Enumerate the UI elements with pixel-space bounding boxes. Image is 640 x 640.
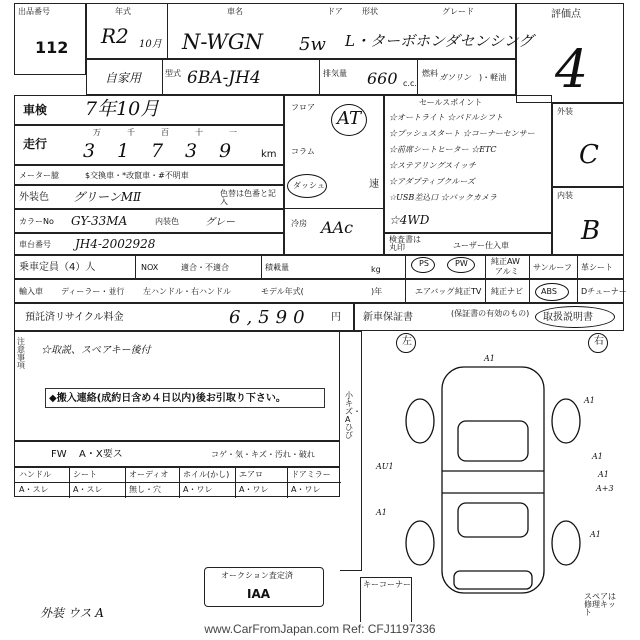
airbag-label: エアバッグ xyxy=(415,287,455,296)
col-aero: エアロ xyxy=(239,470,263,479)
meter-label: メーター臆 xyxy=(19,171,59,180)
doors-label: ドア xyxy=(327,7,343,16)
inspect-row1 xyxy=(14,441,340,467)
speed-label: 速 xyxy=(369,179,379,190)
aw-label: 純正AW xyxy=(491,257,520,266)
mark-5: A+3 xyxy=(596,484,614,493)
recycle-amount: 6,590 xyxy=(229,307,311,328)
mileage-digit-1: 3 xyxy=(83,140,96,162)
chassis-row xyxy=(14,233,284,255)
notes-label: 注意事項 xyxy=(17,337,25,370)
mark-3: A1 xyxy=(592,452,603,461)
mileage-label: 走行 xyxy=(23,137,48,151)
sales-line-3: ☆前席シートヒーター ☆ETC xyxy=(389,145,497,154)
kei-label: )・軽油 xyxy=(479,73,507,82)
year-label: 年式 xyxy=(115,7,131,16)
doors-shape-value: 5w xyxy=(299,34,326,55)
warranty-small: (保証書の有効のもの) xyxy=(451,309,530,318)
mark-7: A1 xyxy=(376,508,387,517)
sub-notes xyxy=(340,331,362,571)
shape-label: 形状 xyxy=(362,7,378,16)
lot-box xyxy=(14,3,86,75)
fw-opts: A・X要ス xyxy=(79,449,123,460)
grade-label: グレード xyxy=(442,7,474,16)
color-no-row xyxy=(14,209,284,233)
auction-sheet xyxy=(14,3,627,623)
shaken-value: 7年10月 xyxy=(85,98,160,120)
abs-circle xyxy=(535,283,569,301)
mark-2: A1 xyxy=(584,396,595,405)
type-label: 型式 xyxy=(165,69,181,78)
capacity: 乗車定員（4）人 xyxy=(19,262,96,273)
trans-box xyxy=(284,95,384,255)
sales-title: セールスポイント xyxy=(419,98,483,107)
val-wheel: A・ワレ xyxy=(183,485,213,494)
unit-sen: 千 xyxy=(127,128,135,137)
sales-box xyxy=(384,95,552,233)
kg-label: kg xyxy=(371,265,381,274)
sales-line-2: ☆プッシュスタート ☆コーナーセンサー xyxy=(389,129,535,138)
col-wheel: ホイル(かし) xyxy=(183,470,230,479)
mark-8: A1 xyxy=(590,530,601,539)
import-year-suffix: )年 xyxy=(371,287,383,296)
import-dealer: ディーラー・並行 xyxy=(61,287,125,296)
score-box xyxy=(516,3,624,103)
shaken-label: 車検 xyxy=(23,103,48,117)
unit-juu: 十 xyxy=(195,128,203,137)
mileage-digit-2: 1 xyxy=(117,140,130,162)
col-audio: オーディオ xyxy=(129,470,169,479)
inspection-label: 検査書は丸印 xyxy=(389,235,421,252)
color-label: 外装色 xyxy=(19,192,49,203)
meter-row xyxy=(14,165,284,185)
sales-line-5: ☆アダプティブクルーズ xyxy=(389,177,475,186)
dash-label: ダッシュ xyxy=(293,181,325,190)
unit-hyaku: 百 xyxy=(161,128,169,137)
mileage-unit: km xyxy=(261,149,277,160)
spare-label: スペアは修理キット xyxy=(584,592,616,617)
warranty-label: 新車保証書 xyxy=(363,312,413,323)
notes-box xyxy=(14,331,340,441)
recycle-label: 預託済リサイクル料金 xyxy=(25,312,124,323)
unit-ichi: 一 xyxy=(229,128,237,137)
lot-number: 112 xyxy=(35,38,69,57)
tv-label: 純正TV xyxy=(455,287,482,296)
chassis-label: 車台番号 xyxy=(19,240,51,249)
mileage-row xyxy=(14,125,284,165)
load-label: 積載量 xyxy=(265,263,289,272)
disp-value: 660 xyxy=(367,69,398,88)
import-label: 輸入車 xyxy=(19,287,43,296)
lot-label: 出品番号 xyxy=(18,7,50,16)
grade-value: L・ターボホンダセンシング xyxy=(345,32,534,50)
outer-label: 外装 xyxy=(557,107,573,116)
header-box xyxy=(86,3,534,59)
year-value: R2 xyxy=(101,24,129,48)
nox-label: NOX xyxy=(141,263,159,272)
sunroof-label: サンルーフ xyxy=(533,263,572,272)
signature: 外装 ウス A xyxy=(40,606,104,620)
kuchou-label: 冷房 xyxy=(291,219,307,228)
sales-line-4: ☆ステアリングスイッチ xyxy=(389,161,476,170)
color-row xyxy=(14,185,284,209)
usage-value: 自家用 xyxy=(105,71,142,85)
color-value: グリーンMⅡ xyxy=(73,190,142,204)
import-row xyxy=(14,279,627,303)
sales-line-7: ☆4WD xyxy=(389,213,430,227)
cc-label: c.c. xyxy=(403,79,417,88)
score-value: 4 xyxy=(555,40,589,100)
ps-label: PS xyxy=(419,259,429,268)
aw2-label: アルミ xyxy=(495,267,519,276)
inspect-row2 xyxy=(14,467,340,497)
at-value: AT xyxy=(337,108,362,129)
watermark-footer: www.CarFromJapan.com Ref: CFJ1197336 xyxy=(0,622,640,640)
sub-notes-text: 小 キズ・Aひび xyxy=(345,391,361,440)
unit-man: 万 xyxy=(93,128,101,137)
pw-circle xyxy=(447,257,475,273)
inner-label: 内装 xyxy=(557,191,573,200)
stamp-line1: オークション査定済 xyxy=(221,571,293,580)
seat-label: 革シート xyxy=(581,263,613,272)
disp-label: 排気量 xyxy=(323,69,347,78)
val-audio: 無し・穴 xyxy=(129,485,161,494)
mark-1: A1 xyxy=(484,354,495,363)
abs-label: ABS xyxy=(541,287,557,296)
mark-6: AU1 xyxy=(376,462,394,471)
stamp-logo: IAA xyxy=(247,587,271,601)
kuchou-value: AAc xyxy=(321,218,354,237)
fuel-value: ガソリン xyxy=(439,73,471,82)
warranty-row xyxy=(354,303,624,331)
color-note: 色替は色番と記入 xyxy=(220,189,276,206)
user-label: ユーザー仕入車 xyxy=(453,241,509,250)
col-handle: ハンドル xyxy=(19,470,51,479)
ps-circle xyxy=(411,257,435,273)
shaken-row xyxy=(14,95,284,125)
outer-value: C xyxy=(579,140,599,170)
manual-label: 取扱説明書 xyxy=(543,312,593,323)
key-corner-label: キーコーナー xyxy=(363,580,411,589)
col-mirror: ドアミラー xyxy=(291,470,331,479)
inner-box xyxy=(552,187,624,255)
pw-label: PW xyxy=(455,259,468,268)
mileage-digit-5: 9 xyxy=(219,140,232,162)
model-value: N-WGN xyxy=(182,30,264,54)
diagram-left: 左 xyxy=(402,336,412,347)
at-circle xyxy=(331,104,367,136)
mileage-digit-3: 7 xyxy=(151,140,164,162)
key-corner xyxy=(360,577,412,623)
import-handle: 左ハンドル・右ハンドル xyxy=(143,287,231,296)
notes-contact: ◆搬入連絡(成約日含め４日以内)後お引取り下さい。 xyxy=(49,393,286,404)
damage-diagram xyxy=(362,331,624,623)
val-seat: A・スレ xyxy=(73,485,103,494)
sales-line-6: ☆USB差込口 ☆バックカメラ xyxy=(389,193,497,202)
interior-label: 内装色 xyxy=(155,217,179,226)
dash-circle xyxy=(287,174,327,198)
navi-label: 純正ナビ xyxy=(491,287,523,296)
iaa-stamp xyxy=(204,567,324,607)
diagram-right: 右 xyxy=(594,336,604,347)
color-no-value: GY-33MA xyxy=(71,214,128,228)
stains-label: コゲ・気・キズ・汚れ・破れ xyxy=(211,450,315,459)
val-handle: A・スレ xyxy=(19,485,49,494)
interior-value: グレー xyxy=(205,217,235,228)
col-seat: シート xyxy=(73,470,97,479)
row2-box xyxy=(86,59,516,95)
mark-4: A1 xyxy=(598,470,609,479)
fuel-label: 燃料 xyxy=(422,69,438,78)
tuner-label: Dチューナー xyxy=(581,287,627,296)
recycle-yen: 円 xyxy=(331,312,341,323)
chassis-value: JH4-2002928 xyxy=(75,237,156,251)
user-box xyxy=(384,233,552,255)
val-aero: A・ワレ xyxy=(239,485,269,494)
model-label: 車名 xyxy=(227,7,243,16)
import-model-year: モデル年式( xyxy=(261,287,304,296)
month-value: 10月 xyxy=(139,39,162,50)
equip-row xyxy=(14,255,624,279)
manual-circle xyxy=(535,306,615,328)
sales-line-1: ☆オートライト ☆パドルシフト xyxy=(389,113,503,122)
color-no-label: カラーNo xyxy=(19,217,54,226)
outer-box xyxy=(552,103,624,187)
mileage-digit-4: 3 xyxy=(185,140,198,162)
column-label: コラム xyxy=(291,147,315,156)
val-mirror: A・ワレ xyxy=(291,485,321,494)
fw-label: FW xyxy=(51,449,67,460)
type-value: 6BA-JH4 xyxy=(187,68,261,88)
floor-label: フロア xyxy=(291,103,315,112)
recycle-row xyxy=(14,303,354,331)
score-label: 評価点 xyxy=(551,9,581,20)
nox-opts: 適合・不適合 xyxy=(181,263,229,272)
meter-options: $交換車・*改竄車・#不明車 xyxy=(85,171,189,180)
inner-value: B xyxy=(581,216,601,246)
notes-remark: ☆取説、スペアキー後付 xyxy=(41,345,151,356)
